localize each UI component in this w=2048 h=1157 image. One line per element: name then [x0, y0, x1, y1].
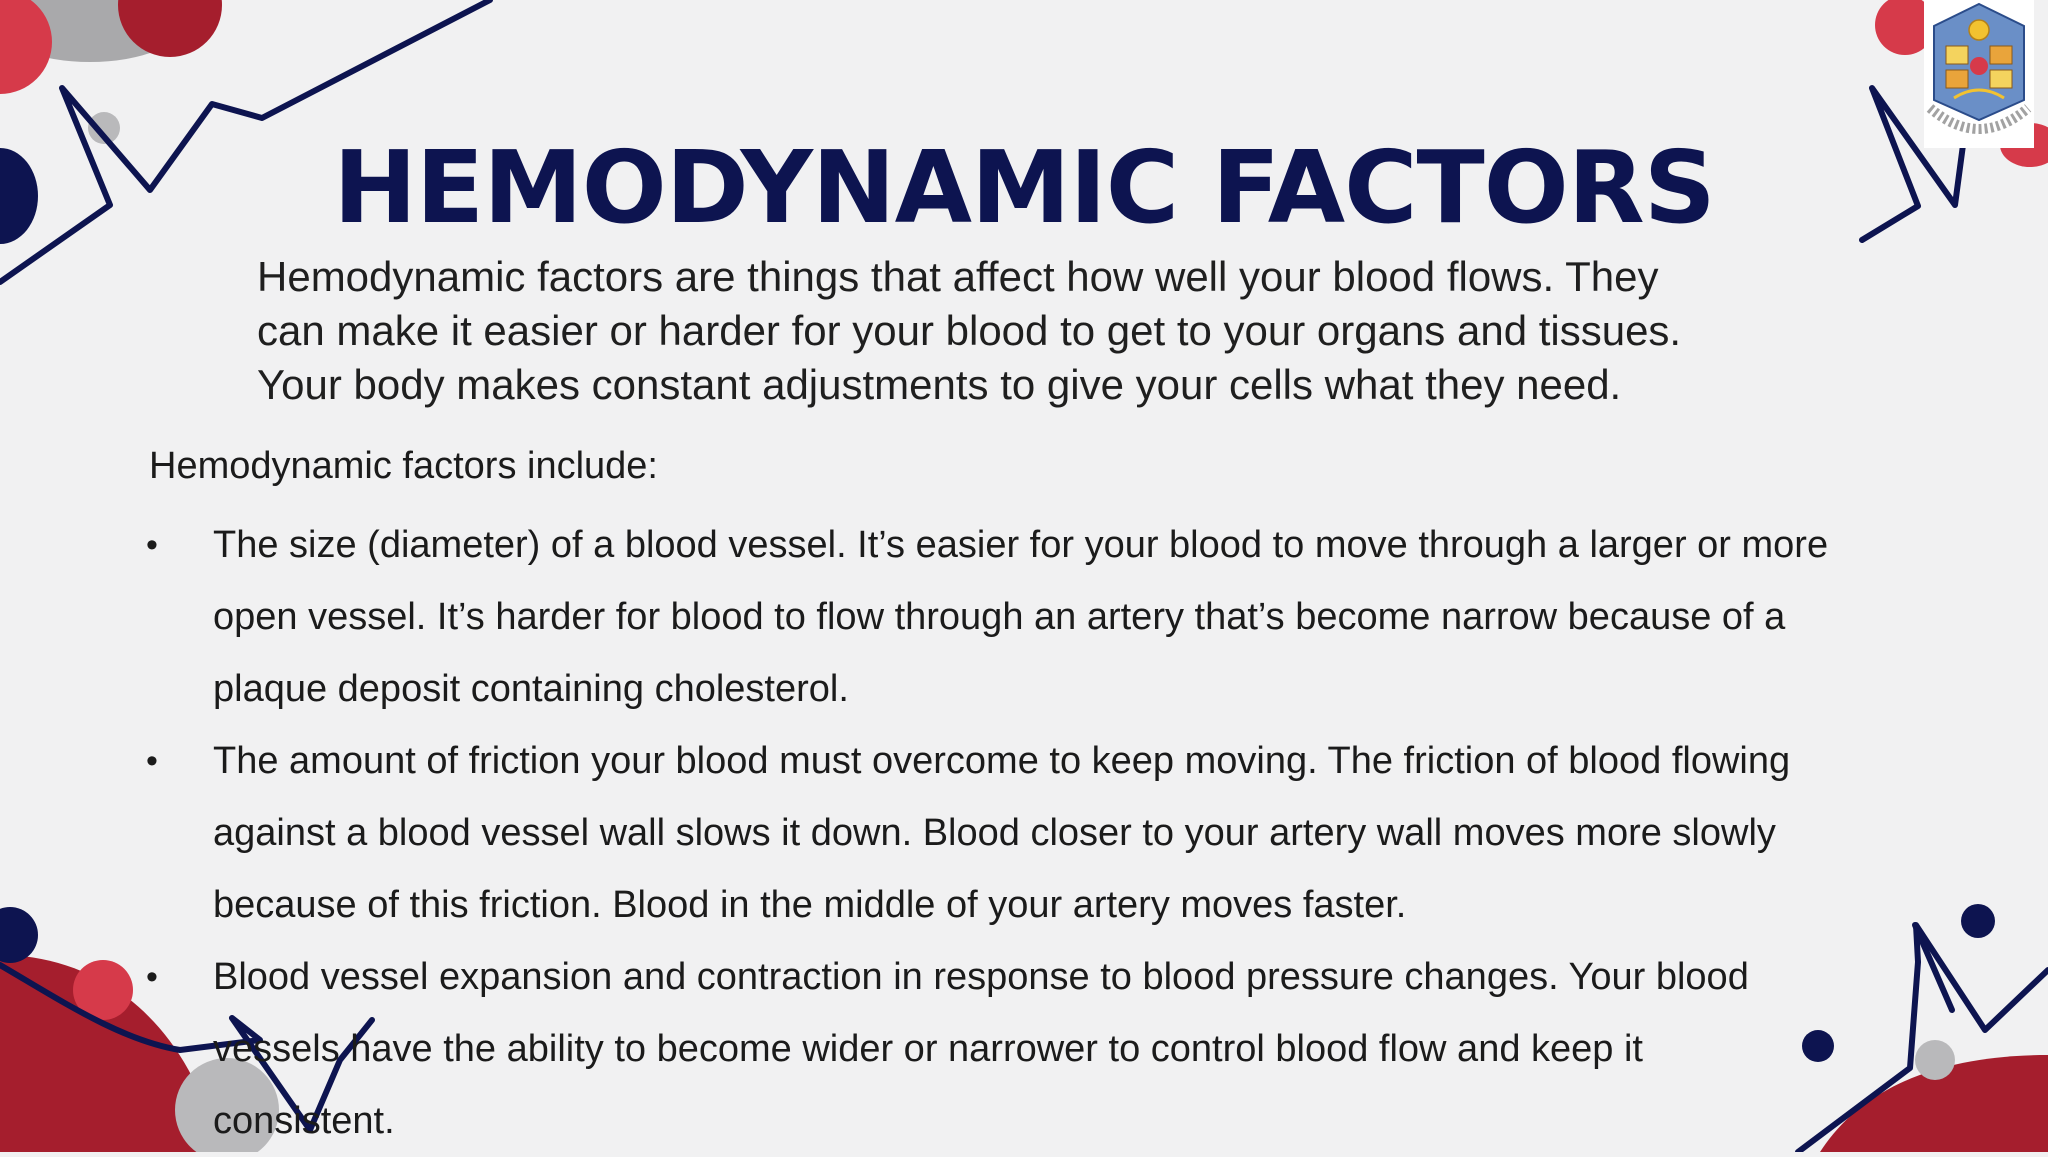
intro-line: can make it easier or harder for your blood to get to your organs and tissues.: [257, 307, 1682, 354]
bullet-list: [146, 509, 1946, 1157]
list-item-line: vessels have the ability to become wider or narrower to control blood flow and keep it: [213, 1028, 1643, 1070]
list-item-line: because of this friction. Blood in the middle of your artery moves faster.: [213, 884, 1407, 926]
bullet-icon: •: [146, 958, 158, 996]
list-item-line: The amount of friction your blood must overcome to keep moving. The friction of blood flowing: [213, 740, 1791, 782]
intro-line: Hemodynamic factors are things that affect how well your blood flows. They: [257, 253, 1659, 300]
bullet-icon: •: [146, 742, 158, 780]
navy-dot-bottom-right-1: [1961, 904, 1995, 938]
list-item-line: open vessel. It’s harder for blood to flow through an artery that’s become narrow because of a: [213, 596, 1786, 638]
navy-circle-bottom-left: [0, 907, 38, 963]
list-item-line: plaque deposit containing cholesterol.: [213, 668, 849, 710]
list-item-line: against a blood vessel wall slows it down. Blood closer to your artery wall moves more slowly: [213, 812, 1776, 854]
list-item: [146, 509, 1946, 725]
slide-title: HEMODYNAMIC FACTORS: [333, 129, 1715, 246]
list-item-line: consistent.: [213, 1100, 395, 1142]
list-item: [146, 725, 1946, 941]
bullet-icon: •: [146, 526, 158, 564]
intro-paragraph: [257, 250, 1817, 412]
list-item-line: Blood vessel expansion and contraction in response to blood pressure changes. Your blood: [213, 956, 1749, 998]
intro-line: Your body makes constant adjustments to give your cells what they need.: [257, 361, 1622, 408]
college-emblem-icon: [1924, 0, 2034, 148]
list-item: [146, 941, 1946, 1157]
list-heading: Hemodynamic factors include:: [149, 445, 658, 487]
list-item-line: The size (diameter) of a blood vessel. It’s easier for your blood to move through a larger or more: [213, 524, 1829, 566]
college-logo: [1924, 0, 2034, 148]
